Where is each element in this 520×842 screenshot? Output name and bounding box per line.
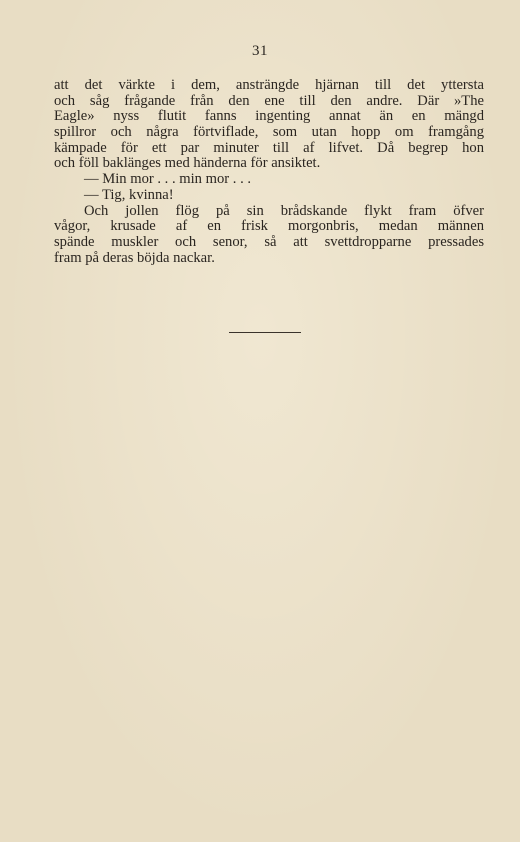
text-line: spände muskler och senor, så att svettdropparne pressades (54, 233, 484, 250)
text-line: kämpade för ett par minuter till af lifvet. Då begrep hon (54, 139, 484, 156)
text-line: Eagle» nyss flutit fanns ingenting annat än en mängd (54, 108, 484, 125)
section-divider (229, 332, 301, 333)
text-line: vågor, krusade af en frisk morgonbris, medan männen (54, 218, 484, 235)
dialogue-line: — Tig, kvinna! (84, 186, 174, 203)
text-line: spillror och några förtviflade, som utan hopp om framgång (54, 124, 484, 141)
text-line: och föll baklänges med händerna för ansiktet. (54, 155, 321, 172)
page-number: 31 (252, 43, 268, 59)
text-line: att det värkte i dem, ansträngde hjärnan till det yttersta (54, 77, 484, 93)
paragraph-start-line: Och jollen flög på sin brådskande flykt fram öfver (84, 202, 484, 219)
dialogue-line: — Min mor . . . min mor . . . (84, 171, 252, 188)
text-line: och såg frågande från den ene till den andre. Där »The (54, 92, 484, 109)
body-text (54, 78, 484, 266)
text-line: fram på deras böjda nackar. (54, 249, 215, 266)
